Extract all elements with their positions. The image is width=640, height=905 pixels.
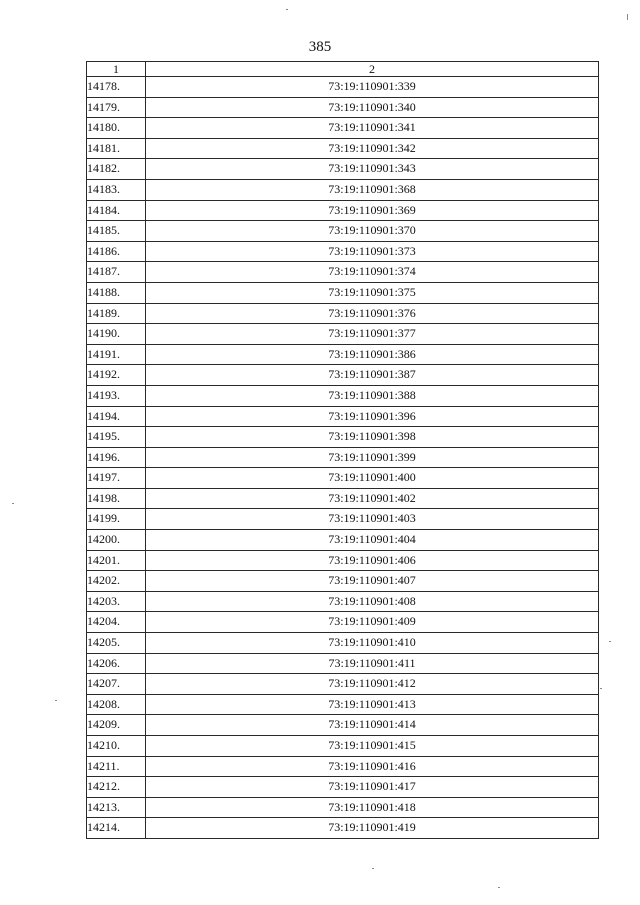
table-row xyxy=(87,633,599,654)
cadastral-number-cell: 73:19:110901:341 xyxy=(146,118,599,139)
table-row xyxy=(87,612,599,633)
table-row xyxy=(87,797,599,818)
cadastral-number-cell: 73:19:110901:343 xyxy=(146,159,599,180)
cadastral-number-cell: 73:19:110901:417 xyxy=(146,777,599,798)
table-row xyxy=(87,530,599,551)
row-number-cell: 14214. xyxy=(87,818,146,839)
cadastral-number-cell: 73:19:110901:414 xyxy=(146,715,599,736)
table-header xyxy=(87,62,599,77)
row-number-cell: 14184. xyxy=(87,200,146,221)
scan-speck xyxy=(627,14,628,20)
cadastral-number-cell: 73:19:110901:415 xyxy=(146,736,599,757)
cadastral-number-cell: 73:19:110901:399 xyxy=(146,447,599,468)
table-row xyxy=(87,488,599,509)
table-row xyxy=(87,694,599,715)
row-number-cell: 14198. xyxy=(87,488,146,509)
table-row xyxy=(87,241,599,262)
cadastral-number-cell: 73:19:110901:409 xyxy=(146,612,599,633)
row-number-cell: 14195. xyxy=(87,427,146,448)
table-row xyxy=(87,756,599,777)
register-table xyxy=(86,61,599,839)
row-number-cell: 14194. xyxy=(87,406,146,427)
row-number-cell: 14213. xyxy=(87,797,146,818)
scan-speck xyxy=(286,9,288,10)
cadastral-number-cell: 73:19:110901:387 xyxy=(146,365,599,386)
row-number-cell: 14201. xyxy=(87,550,146,571)
row-number-cell: 14210. xyxy=(87,736,146,757)
cadastral-number-cell: 73:19:110901:410 xyxy=(146,633,599,654)
table-row xyxy=(87,468,599,489)
cadastral-number-cell: 73:19:110901:340 xyxy=(146,97,599,118)
cadastral-number-cell: 73:19:110901:369 xyxy=(146,200,599,221)
cadastral-number-cell: 73:19:110901:386 xyxy=(146,344,599,365)
table-row xyxy=(87,324,599,345)
table-row xyxy=(87,674,599,695)
cadastral-number-cell: 73:19:110901:374 xyxy=(146,262,599,283)
row-number-cell: 14205. xyxy=(87,633,146,654)
row-number-cell: 14191. xyxy=(87,344,146,365)
row-number-cell: 14193. xyxy=(87,385,146,406)
row-number-cell: 14189. xyxy=(87,303,146,324)
table-row xyxy=(87,303,599,324)
table-row xyxy=(87,221,599,242)
row-number-cell: 14180. xyxy=(87,118,146,139)
table-row xyxy=(87,777,599,798)
row-number-cell: 14188. xyxy=(87,282,146,303)
cadastral-number-cell: 73:19:110901:406 xyxy=(146,550,599,571)
cadastral-number-cell: 73:19:110901:339 xyxy=(146,77,599,98)
table-row xyxy=(87,406,599,427)
scan-speck xyxy=(498,887,500,888)
table-row xyxy=(87,365,599,386)
cadastral-number-cell: 73:19:110901:408 xyxy=(146,591,599,612)
page-number: 385 xyxy=(308,39,332,55)
table-row xyxy=(87,509,599,530)
row-number-cell: 14190. xyxy=(87,324,146,345)
row-number-cell: 14183. xyxy=(87,179,146,200)
table-row xyxy=(87,550,599,571)
row-number-cell: 14181. xyxy=(87,138,146,159)
cadastral-number-cell: 73:19:110901:377 xyxy=(146,324,599,345)
row-number-cell: 14196. xyxy=(87,447,146,468)
cadastral-number-cell: 73:19:110901:402 xyxy=(146,488,599,509)
table-row xyxy=(87,118,599,139)
table-row xyxy=(87,77,599,98)
table-row xyxy=(87,282,599,303)
cadastral-number-cell: 73:19:110901:376 xyxy=(146,303,599,324)
row-number-cell: 14212. xyxy=(87,777,146,798)
table-row xyxy=(87,447,599,468)
row-number-cell: 14208. xyxy=(87,694,146,715)
cadastral-number-cell: 73:19:110901:407 xyxy=(146,571,599,592)
row-number-cell: 14178. xyxy=(87,77,146,98)
scan-speck xyxy=(55,700,57,701)
table-row xyxy=(87,262,599,283)
table-row xyxy=(87,344,599,365)
table-row xyxy=(87,427,599,448)
scan-speck xyxy=(600,688,602,689)
cadastral-number-cell: 73:19:110901:403 xyxy=(146,509,599,530)
row-number-cell: 14192. xyxy=(87,365,146,386)
column-header-cadastral: 2 xyxy=(146,62,599,77)
row-number-cell: 14200. xyxy=(87,530,146,551)
row-number-cell: 14206. xyxy=(87,653,146,674)
cadastral-number-cell: 73:19:110901:419 xyxy=(146,818,599,839)
table-row xyxy=(87,591,599,612)
cadastral-number-cell: 73:19:110901:373 xyxy=(146,241,599,262)
row-number-cell: 14182. xyxy=(87,159,146,180)
cadastral-number-cell: 73:19:110901:388 xyxy=(146,385,599,406)
row-number-cell: 14204. xyxy=(87,612,146,633)
cadastral-number-cell: 73:19:110901:370 xyxy=(146,221,599,242)
row-number-cell: 14203. xyxy=(87,591,146,612)
table-row xyxy=(87,715,599,736)
row-number-cell: 14185. xyxy=(87,221,146,242)
row-number-cell: 14179. xyxy=(87,97,146,118)
cadastral-number-cell: 73:19:110901:412 xyxy=(146,674,599,695)
row-number-cell: 14209. xyxy=(87,715,146,736)
cadastral-number-cell: 73:19:110901:400 xyxy=(146,468,599,489)
scan-speck xyxy=(372,868,374,869)
table-row xyxy=(87,653,599,674)
cadastral-number-cell: 73:19:110901:416 xyxy=(146,756,599,777)
cadastral-number-cell: 73:19:110901:398 xyxy=(146,427,599,448)
cadastral-number-cell: 73:19:110901:413 xyxy=(146,694,599,715)
header-row xyxy=(87,62,599,77)
scan-speck xyxy=(12,503,14,504)
cadastral-number-cell: 73:19:110901:396 xyxy=(146,406,599,427)
table-row xyxy=(87,200,599,221)
row-number-cell: 14187. xyxy=(87,262,146,283)
table-row xyxy=(87,385,599,406)
cadastral-number-cell: 73:19:110901:411 xyxy=(146,653,599,674)
table-row xyxy=(87,818,599,839)
table-row xyxy=(87,159,599,180)
cadastral-number-cell: 73:19:110901:404 xyxy=(146,530,599,551)
cadastral-number-cell: 73:19:110901:418 xyxy=(146,797,599,818)
table-row xyxy=(87,179,599,200)
cadastral-number-cell: 73:19:110901:342 xyxy=(146,138,599,159)
row-number-cell: 14211. xyxy=(87,756,146,777)
cadastral-number-cell: 73:19:110901:375 xyxy=(146,282,599,303)
cadastral-number-cell: 73:19:110901:368 xyxy=(146,179,599,200)
scan-speck xyxy=(609,641,611,642)
table-row xyxy=(87,97,599,118)
row-number-cell: 14199. xyxy=(87,509,146,530)
row-number-cell: 14202. xyxy=(87,571,146,592)
table-row xyxy=(87,571,599,592)
row-number-cell: 14197. xyxy=(87,468,146,489)
table-row xyxy=(87,736,599,757)
row-number-cell: 14207. xyxy=(87,674,146,695)
table-body xyxy=(87,77,599,839)
column-header-number: 1 xyxy=(87,62,146,77)
table-row xyxy=(87,138,599,159)
row-number-cell: 14186. xyxy=(87,241,146,262)
